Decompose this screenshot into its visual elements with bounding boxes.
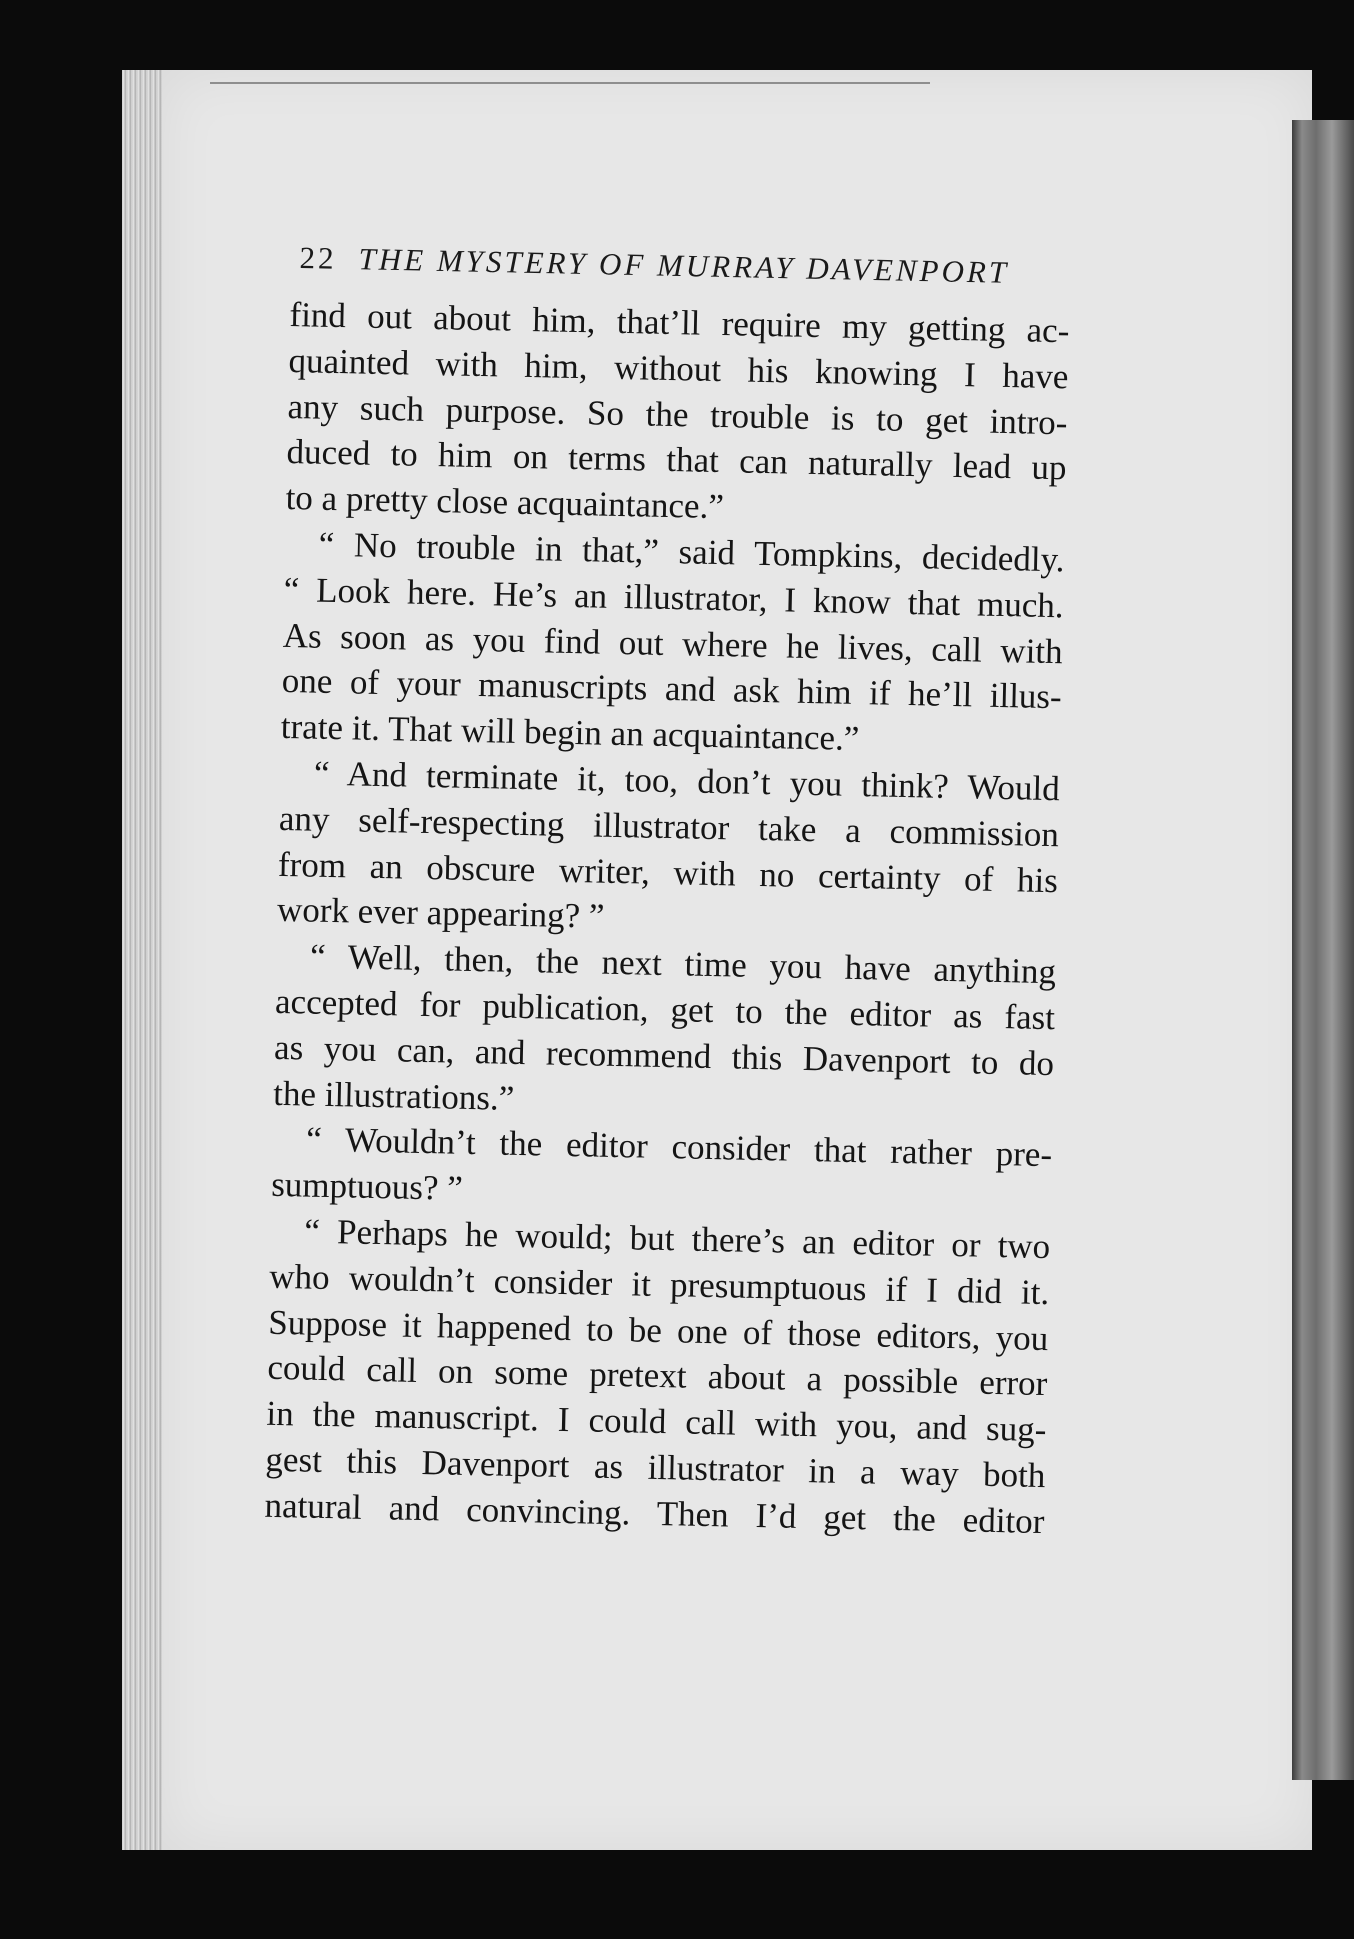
text-line: trate it. That will begin an acquaintance.”	[280, 707, 860, 759]
text-line: “ Wouldn’t the editor consider that rather pre-	[305, 1119, 1053, 1175]
top-rule	[210, 82, 930, 84]
text-line: in the manuscript. I could call with you, and sug-	[266, 1393, 1047, 1450]
body-text	[264, 292, 1070, 1545]
text-line: accepted for publication, get to the editor as fast	[274, 981, 1056, 1038]
text-line: duced to him on terms that can naturally lead up	[286, 432, 1067, 488]
text-line: “ Look here. He’s an illustrator, I know that much.	[283, 569, 1065, 626]
text-line: sumptuous? ”	[270, 1164, 464, 1208]
text-line: find out about him, that’ll require my getting ac-	[289, 294, 1070, 351]
text-line: any self-respecting illustrator take a commission	[278, 798, 1060, 854]
text-line: work ever appearing? ”	[276, 890, 605, 937]
text-line: from an obscure writer, with no certainty of his	[277, 844, 1059, 900]
text-line: quainted with him, without his knowing I have	[288, 340, 1069, 397]
text-line: one of your manuscripts and ask him if he’ll illus-	[281, 661, 1063, 717]
page-number: 22	[299, 240, 337, 276]
text-line: could call on some pretext about a possible error	[267, 1348, 1048, 1404]
text-line: who wouldn’t consider it presumptuous if I did it.	[268, 1256, 1050, 1312]
text-line: As soon as you find out where he lives, call with	[282, 615, 1064, 671]
text-line: “ Well, then, the next time you have anything	[309, 936, 1057, 992]
text-line: “ No trouble in that,” said Tompkins, decidedly.	[318, 524, 1065, 580]
text-line: as you can, and recommend this Davenport to do	[273, 1027, 1055, 1083]
text-line: gest this Davenport as illustrator in a way both	[265, 1439, 1046, 1495]
page-edges-right	[1292, 120, 1354, 1780]
text-line: the illustrations.”	[272, 1073, 515, 1118]
text-line: “ And terminate it, too, don’t you think? Would	[313, 753, 1061, 809]
text-line: to a pretty close acquaintance.”	[285, 478, 725, 527]
text-line: “ Perhaps he would; but there’s an editor or two	[303, 1211, 1051, 1267]
text-line: Suppose it happened to be one of those editors, you	[268, 1302, 1049, 1358]
text-line: natural and convincing. Then I’d get the editor	[264, 1485, 1045, 1541]
text-line: any such purpose. So the trouble is to get intro-	[287, 386, 1068, 442]
running-head-title: THE MYSTERY OF MURRAY DAVENPORT	[358, 241, 1010, 290]
